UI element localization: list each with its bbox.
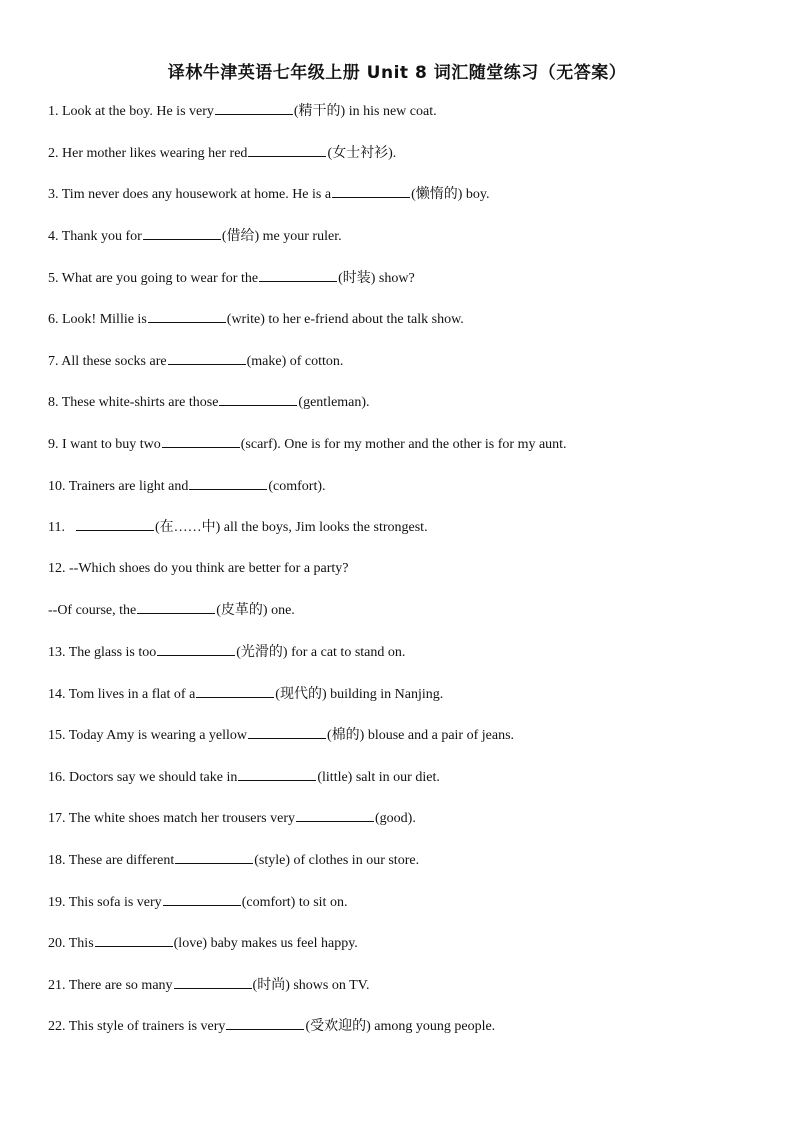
question-hint: (时尚) shows on TV.	[252, 978, 370, 993]
question-hint: (光滑的) for a cat to stand on.	[236, 645, 406, 660]
question-hint: (现代的) building in Nanjing.	[275, 687, 444, 702]
question-hint: (love) baby makes us feel happy.	[173, 936, 358, 951]
answer-blank[interactable]	[332, 185, 410, 198]
question-hint: (精干的) in his new coat.	[293, 104, 437, 119]
question-text: 6. Look! Millie is	[48, 312, 147, 327]
question-hint: (scarf). One is for my mother and the other is for my aunt.	[240, 437, 567, 452]
answer-blank[interactable]	[175, 851, 253, 864]
answer-blank[interactable]	[174, 976, 252, 989]
question-hint: (write) to her e-friend about the talk show.	[226, 312, 464, 327]
question-text: 4. Thank you for	[48, 229, 142, 244]
question-hint: (comfort) to sit on.	[241, 895, 348, 910]
question-hint: (在……中) all the boys, Jim looks the strongest.	[154, 520, 428, 535]
question-hint: (good).	[375, 811, 416, 826]
question-hint: (皮革的) one.	[216, 603, 295, 618]
question-13	[48, 643, 405, 662]
answer-blank[interactable]	[95, 934, 173, 947]
question-16	[48, 768, 440, 787]
question-9	[48, 435, 567, 454]
answer-blank[interactable]	[148, 310, 226, 323]
question-5	[48, 269, 415, 288]
question-15	[48, 726, 514, 745]
question-text: 2. Her mother likes wearing her red	[48, 146, 248, 161]
question-hint: (受欢迎的) among young people.	[305, 1019, 496, 1034]
question-2	[48, 144, 396, 163]
question-17	[48, 809, 416, 828]
answer-blank[interactable]	[137, 601, 215, 614]
question-text: 19. This sofa is very	[48, 895, 162, 910]
question-hint: (借给) me your ruler.	[221, 229, 342, 244]
question-12-answer	[48, 601, 295, 620]
question-1	[48, 102, 437, 121]
answer-blank[interactable]	[226, 1017, 304, 1030]
question-12	[48, 560, 349, 578]
answer-blank[interactable]	[157, 643, 235, 656]
question-text: 9. I want to buy two	[48, 437, 161, 452]
answer-blank[interactable]	[238, 768, 316, 781]
question-hint: (gentleman).	[298, 395, 370, 410]
question-hint: (make) of cotton.	[246, 354, 344, 369]
question-text: 22. This style of trainers is very	[48, 1019, 226, 1034]
question-3	[48, 185, 490, 204]
question-text: 10. Trainers are light and	[48, 479, 189, 494]
question-text: 14. Tom lives in a flat of a	[48, 687, 196, 702]
answer-blank[interactable]	[189, 477, 267, 490]
question-text: 3. Tim never does any housework at home. He is a	[48, 187, 332, 202]
question-text: 20. This	[48, 936, 94, 951]
question-hint: (懒惰的) boy.	[411, 187, 490, 202]
question-hint: (comfort).	[268, 479, 326, 494]
question-hint: (女士衬衫).	[327, 146, 397, 161]
question-hint: (时装) show?	[338, 271, 415, 286]
answer-blank[interactable]	[296, 809, 374, 822]
answer-blank[interactable]	[219, 393, 297, 406]
question-text: 18. These are different	[48, 853, 175, 868]
question-8	[48, 393, 370, 412]
question-text: 17. The white shoes match her trousers very	[48, 811, 296, 826]
question-hint: (棉的) blouse and a pair of jeans.	[327, 728, 515, 743]
page-title: 译林牛津英语七年级上册 Unit 8 词汇随堂练习（无答案）	[167, 63, 627, 83]
question-19	[48, 893, 347, 912]
question-hint: (little) salt in our diet.	[317, 770, 440, 785]
answer-blank[interactable]	[143, 227, 221, 240]
answer-blank[interactable]	[168, 352, 246, 365]
answer-blank[interactable]	[196, 685, 274, 698]
question-text: 5. What are you going to wear for the	[48, 271, 259, 286]
answer-blank[interactable]	[163, 893, 241, 906]
question-hint: (style) of clothes in our store.	[254, 853, 420, 868]
answer-blank[interactable]	[248, 144, 326, 157]
question-4	[48, 227, 342, 246]
answer-blank[interactable]	[215, 102, 293, 115]
question-10	[48, 477, 326, 496]
question-7	[48, 352, 343, 371]
answer-blank[interactable]	[259, 269, 337, 282]
question-21	[48, 976, 369, 995]
question-20	[48, 934, 358, 953]
question-14	[48, 685, 443, 704]
question-text: 11.	[48, 520, 65, 535]
question-text: --Of course, the	[48, 603, 137, 618]
question-text: 16. Doctors say we should take in	[48, 770, 238, 785]
question-text: 12. --Which shoes do you think are better for a party?	[48, 561, 349, 576]
question-22	[48, 1017, 495, 1036]
question-text: 13. The glass is too	[48, 645, 157, 660]
answer-blank[interactable]	[162, 435, 240, 448]
question-text: 8. These white-shirts are those	[48, 395, 219, 410]
question-18	[48, 851, 419, 870]
question-text: 15. Today Amy is wearing a yellow	[48, 728, 248, 743]
question-6	[48, 310, 464, 329]
answer-blank[interactable]	[248, 726, 326, 739]
question-11	[48, 518, 428, 537]
question-text: 1. Look at the boy. He is very	[48, 104, 214, 119]
question-text: 21. There are so many	[48, 978, 173, 993]
answer-blank[interactable]	[76, 518, 154, 531]
question-text: 7. All these socks are	[48, 354, 167, 369]
